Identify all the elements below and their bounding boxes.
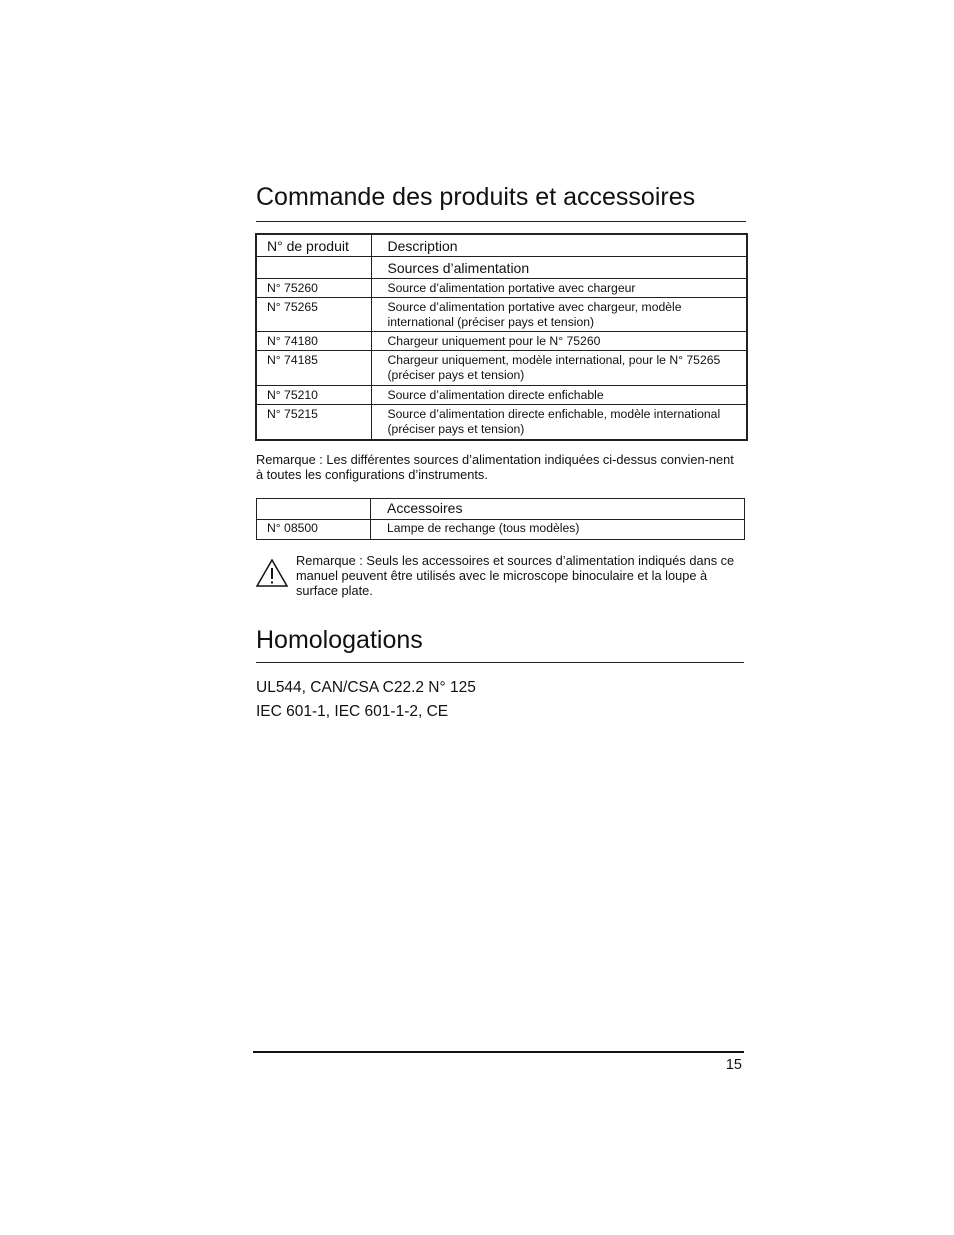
group-row	[257, 499, 745, 520]
section-title-approvals: Homologations	[256, 626, 423, 654]
approval-line: IEC 601-1, IEC 601-1-2, CE	[256, 703, 449, 720]
group-cell-empty	[257, 499, 371, 520]
product-description: Source d’alimentation portative avec chargeur	[371, 278, 747, 297]
approval-line: UL544, CAN/CSA C22.2 N° 125	[256, 679, 476, 696]
product-number: N° 08500	[257, 520, 371, 540]
product-number: N° 75265	[256, 297, 371, 331]
group-label-power-sources: Sources d’alimentation	[371, 256, 747, 278]
product-number: N° 74185	[256, 350, 371, 385]
footer-rule	[253, 1051, 744, 1053]
product-number: N° 75215	[256, 404, 371, 440]
column-header-product-number: N° de produit	[256, 234, 371, 256]
table-row	[256, 350, 747, 385]
product-description: Source d’alimentation directe enfichable	[371, 385, 747, 404]
title-rule	[256, 662, 744, 663]
page-number: 15	[725, 1057, 742, 1073]
product-number: N° 75210	[256, 385, 371, 404]
product-description: Source d’alimentation portative avec chargeur, modèle international (préciser pays et tension)	[371, 297, 747, 331]
product-number: N° 75260	[256, 278, 371, 297]
product-table	[255, 233, 748, 441]
table-header-row	[256, 234, 747, 256]
accessories-table	[256, 498, 745, 540]
group-row	[256, 256, 747, 278]
column-header-description: Description	[371, 234, 747, 256]
table-row	[257, 520, 745, 540]
warning-note: Remarque : Seuls les accessoires et sources d’alimentation indiqués dans ce manuel peuvent être utilisés avec le microscope binoculaire et la loupe à surface plate.	[296, 553, 735, 598]
section-title-order: Commande des produits et accessoires	[256, 183, 696, 211]
group-label-accessories: Accessoires	[371, 499, 745, 520]
product-description: Source d’alimentation directe enfichable, modèle international (préciser pays et tension)	[371, 404, 747, 440]
table-row	[256, 297, 747, 331]
product-description: Chargeur uniquement pour le N° 75260	[371, 331, 747, 350]
group-cell-empty	[256, 256, 371, 278]
table-row	[256, 404, 747, 440]
warning-triangle-icon	[255, 558, 289, 588]
table-row	[256, 385, 747, 404]
table-row	[256, 331, 747, 350]
title-rule	[256, 221, 746, 222]
product-number: N° 74180	[256, 331, 371, 350]
product-description: Chargeur uniquement, modèle international, pour le N° 75265 (préciser pays et tension)	[371, 350, 747, 385]
product-description: Lampe de rechange (tous modèles)	[371, 520, 745, 540]
remark-power-sources: Remarque : Les différentes sources d’alimentation indiquées ci-dessus convien-nent à toutes les configurations d’instruments.	[256, 452, 734, 482]
table-row	[256, 278, 747, 297]
